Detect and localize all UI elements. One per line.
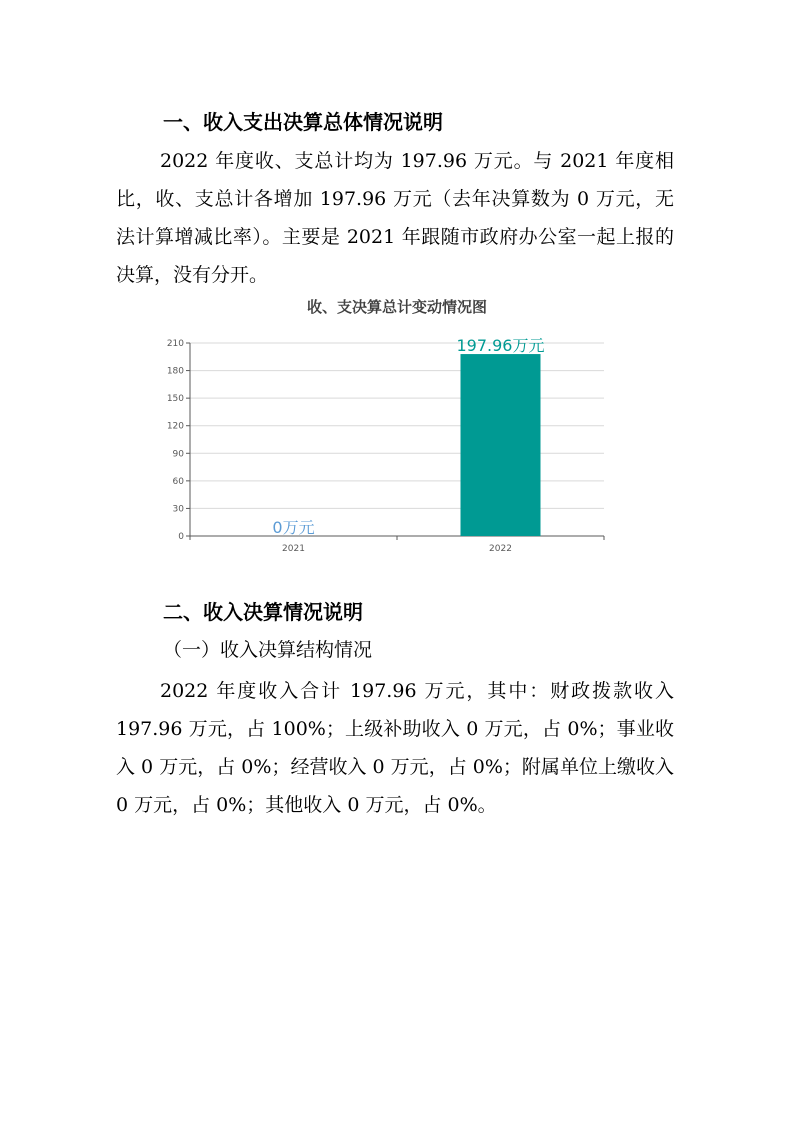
y-tick-label: 60 — [172, 476, 184, 487]
y-tick-label: 120 — [166, 421, 184, 432]
section2-subheading: （一）收入决算结构情况 — [163, 639, 373, 661]
y-tick-label: 180 — [166, 366, 184, 377]
data-label: 197.96万元 — [456, 336, 545, 356]
data-label: 0万元 — [272, 518, 315, 537]
section2-paragraph — [116, 672, 674, 824]
chart-title: 收、支决算总计变动情况图 — [306, 298, 488, 316]
section1-heading: 一、收入支出决算总体情况说明 — [163, 110, 443, 134]
x-tick-label: 2022 — [489, 544, 512, 554]
section2-heading: 二、收入决算情况说明 — [163, 600, 363, 624]
section2-paragraph-text: 2022 年度收入合计 197.96 万元，其中：财政拨款收入197.96 万元，占 100%；上级补助收入 0 万元，占 0%；事业收入 0 万元，占 0%；经营收入 0 万元，占 0%；附属单位上缴收入 0 万元，占 0%；其他收入 0 万元，占 0%。 — [116, 680, 674, 816]
x-tick-label: 2021 — [282, 544, 305, 554]
bar — [461, 354, 541, 536]
y-tick-label: 150 — [166, 394, 184, 405]
y-tick-label: 210 — [166, 339, 184, 349]
section1-paragraph-text: 2022 年度收、支总计均为 197.96 万元。与 2021 年度相比，收、支总计各增加 197.96 万元（去年决算数为 0 万元，无法计算增减比率）。主要是 2021 年跟随市政府办公室一起上报的决算，没有分开。 — [116, 150, 674, 286]
y-tick-label: 30 — [172, 504, 184, 515]
y-tick-label: 90 — [172, 449, 184, 460]
section1-paragraph — [116, 142, 674, 294]
income-expense-chart — [140, 292, 620, 562]
y-tick-label: 0 — [178, 532, 184, 542]
